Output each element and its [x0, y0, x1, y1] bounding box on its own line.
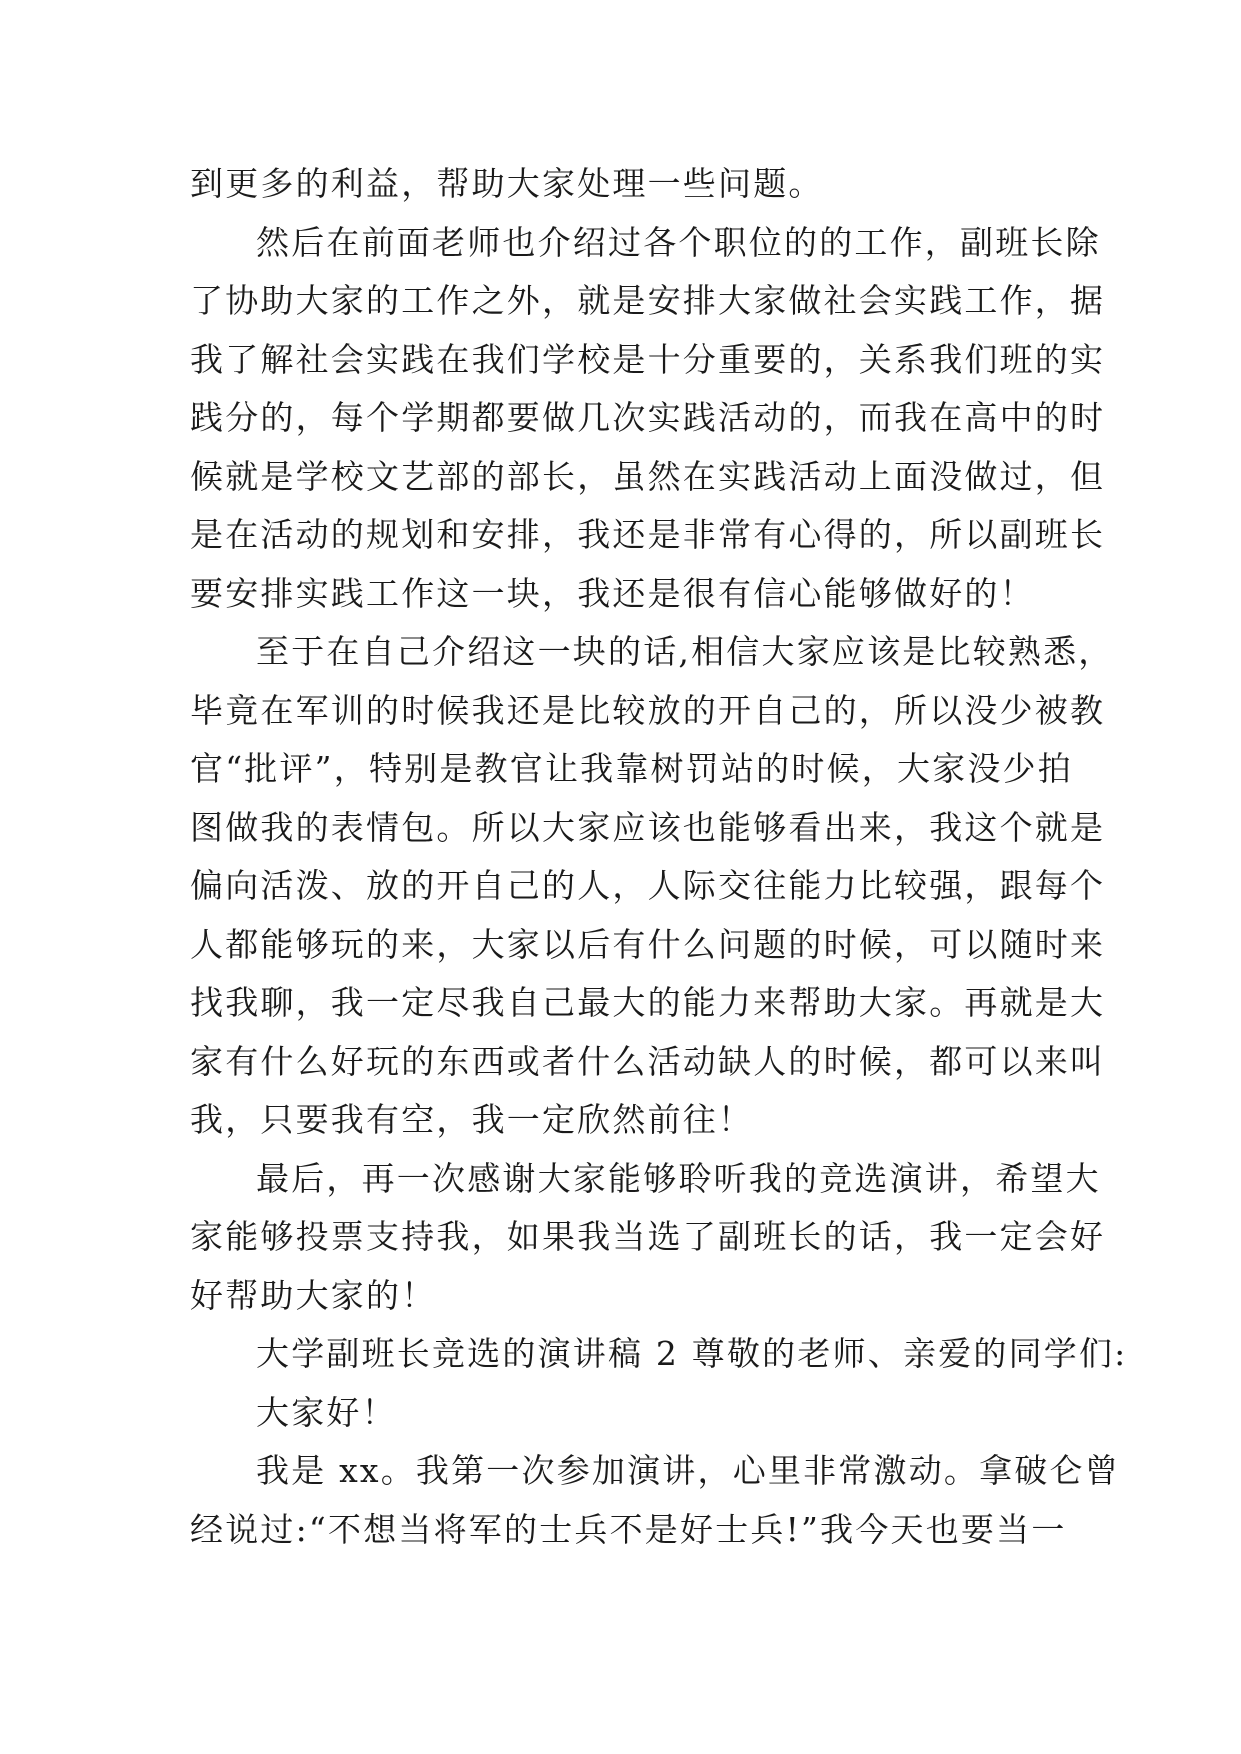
text-line: 人都能够玩的来，大家以后有什么问题的时候，可以随时来: [190, 924, 1106, 964]
text-line: 偏向活泼、放的开自己的人，人际交往能力比较强，跟每个: [190, 866, 1106, 905]
text-line: 图做我的表情包。所以大家应该也能够看出来，我这个就是: [190, 807, 1106, 847]
text-line: 找我聊，我一定尽我自己最大的能力来帮助大家。再就是大: [190, 983, 1106, 1022]
text-line: 家有什么好玩的东西或者什么活动缺人的时候，都可以来叫: [190, 1041, 1106, 1081]
text-line: 至于在自己介绍这一块的话,相信大家应该是比较熟悉，: [256, 632, 1114, 671]
text-line: 到更多的利益，帮助大家处理一些问题。: [190, 164, 824, 203]
text-line: 是在活动的规划和安排，我还是非常有心得的，所以副班长: [190, 515, 1106, 554]
text-line: 我了解社会实践在我们学校是十分重要的，关系我们班的实: [190, 339, 1106, 379]
text-line: 然后在前面老师也介绍过各个职位的的工作，副班长除: [256, 222, 1101, 262]
document-body: [190, 155, 1128, 1559]
text-line: 官“批评”，特别是教官让我靠树罚站的时候，大家没少拍: [190, 749, 1073, 788]
section-heading-line: 大学副班长竞选的演讲稿 2 尊敬的老师、亲爱的同学们:: [256, 1334, 1128, 1373]
text-line: 践分的，每个学期都要做几次实践活动的，而我在高中的时: [190, 398, 1106, 437]
text-line: 候就是学校文艺部的部长，虽然在实践活动上面没做过，但: [190, 456, 1106, 496]
text-line: 毕竟在军训的时候我还是比较放的开自己的，所以没少被教: [190, 690, 1106, 730]
text-line: 经说过:“不想当将军的士兵不是好士兵!”我今天也要当一: [190, 1509, 1067, 1549]
text-line: 我，只要我有空，我一定欣然前往！: [190, 1100, 754, 1139]
text-line: 要安排实践工作这一块，我还是很有信心能够做好的！: [190, 573, 1035, 613]
text-line: 最后，再一次感谢大家能够聆听我的竞选演讲，希望大: [256, 1158, 1101, 1198]
text-line: 了协助大家的工作之外，就是安排大家做社会实践工作，据: [190, 281, 1106, 320]
text-line: 好帮助大家的！: [190, 1275, 437, 1315]
text-line: 家能够投票支持我，如果我当选了副班长的话，我一定会好: [190, 1217, 1106, 1256]
greeting-line: 大家好！: [256, 1392, 397, 1432]
text-line: 我是 xx。我第一次参加演讲，心里非常激动。拿破仑曾: [256, 1451, 1120, 1490]
